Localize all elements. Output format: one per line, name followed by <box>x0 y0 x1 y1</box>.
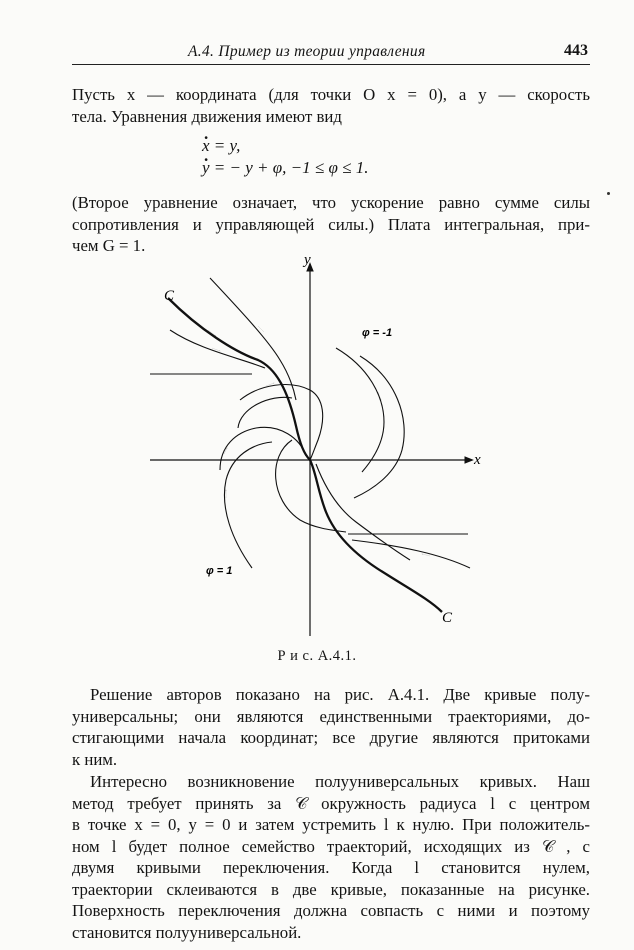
region-label-lower: φ = 1 <box>206 565 233 577</box>
text-line: ном l будет полное семейство траекторий, исходящих из 𝒞 , с <box>72 836 590 856</box>
text-line: чем G = 1. <box>72 236 146 255</box>
print-speck <box>607 192 610 195</box>
running-head <box>72 42 590 65</box>
text-line: Пусть x — координата (для точки O x = 0), а y — скорость <box>72 85 590 104</box>
equation-2 <box>202 158 368 178</box>
text-line: траектории склеиваются в две кривые, показанные на рисунке. <box>72 879 590 899</box>
text-line: Поверхность переключения должна совпасть с ними и поэтому <box>72 901 590 920</box>
trajectory <box>224 442 272 568</box>
text-line: тела. Уравнения движения имеют вид <box>72 106 342 126</box>
curve-label-upper: C <box>164 288 175 304</box>
text-line: универсальны; они являются единственными траекториями, до- <box>72 706 590 726</box>
text-line: стигающими начала координат; все другие являются притоками <box>72 728 590 747</box>
text-line: двумя кривыми переключения. Когда l становится нулем, <box>72 858 590 877</box>
text-line: метод требует принять за 𝒞 окружность радиуса l с центром <box>72 793 590 813</box>
x-axis-label: x <box>474 452 481 468</box>
paragraph-intro <box>72 84 590 127</box>
trajectory <box>316 464 410 560</box>
text-line: (Второе уравнение означает, что ускорение равно сумме силы <box>72 193 590 212</box>
text-line: сопротивления и управляющей силы.) Плата интегральная, при- <box>72 214 590 234</box>
text-line: Интересно возникновение полуунивеpсальных кривых. Наш <box>90 772 590 791</box>
paragraph-semiuniversal <box>72 771 590 943</box>
phase-portrait-figure <box>140 250 490 640</box>
running-title: А.4. Пример из теории управления <box>188 43 426 60</box>
trajectory <box>354 356 404 498</box>
phase-portrait-svg <box>140 250 490 640</box>
trajectory <box>276 440 346 532</box>
paragraph-solution <box>72 684 590 770</box>
figure-caption: Р и с. А.4.1. <box>277 648 357 664</box>
curve-label-lower: C <box>442 610 453 626</box>
trajectory <box>210 278 296 400</box>
trajectory <box>238 397 292 428</box>
equation-2-text: . y = − y + φ, −1 ≤ φ ≤ 1. <box>202 158 368 177</box>
text-line: становится полуунивеpсальной. <box>72 922 302 942</box>
trajectory <box>170 330 265 368</box>
region-label-upper: φ = -1 <box>362 327 393 339</box>
trajectory <box>336 348 384 472</box>
text-line: в точке x = 0, y = 0 и затем устремить l к нулю. При положитель- <box>72 815 590 834</box>
text-line: Решение авторов показано на рис. А.4.1. Две кривые полу- <box>90 685 590 704</box>
equation-1-text: . x = y, <box>202 136 240 155</box>
page-number: 443 <box>564 42 588 59</box>
text-line: к ним. <box>72 749 118 769</box>
y-axis-label: y <box>304 252 311 268</box>
paragraph-explanation <box>72 192 590 257</box>
